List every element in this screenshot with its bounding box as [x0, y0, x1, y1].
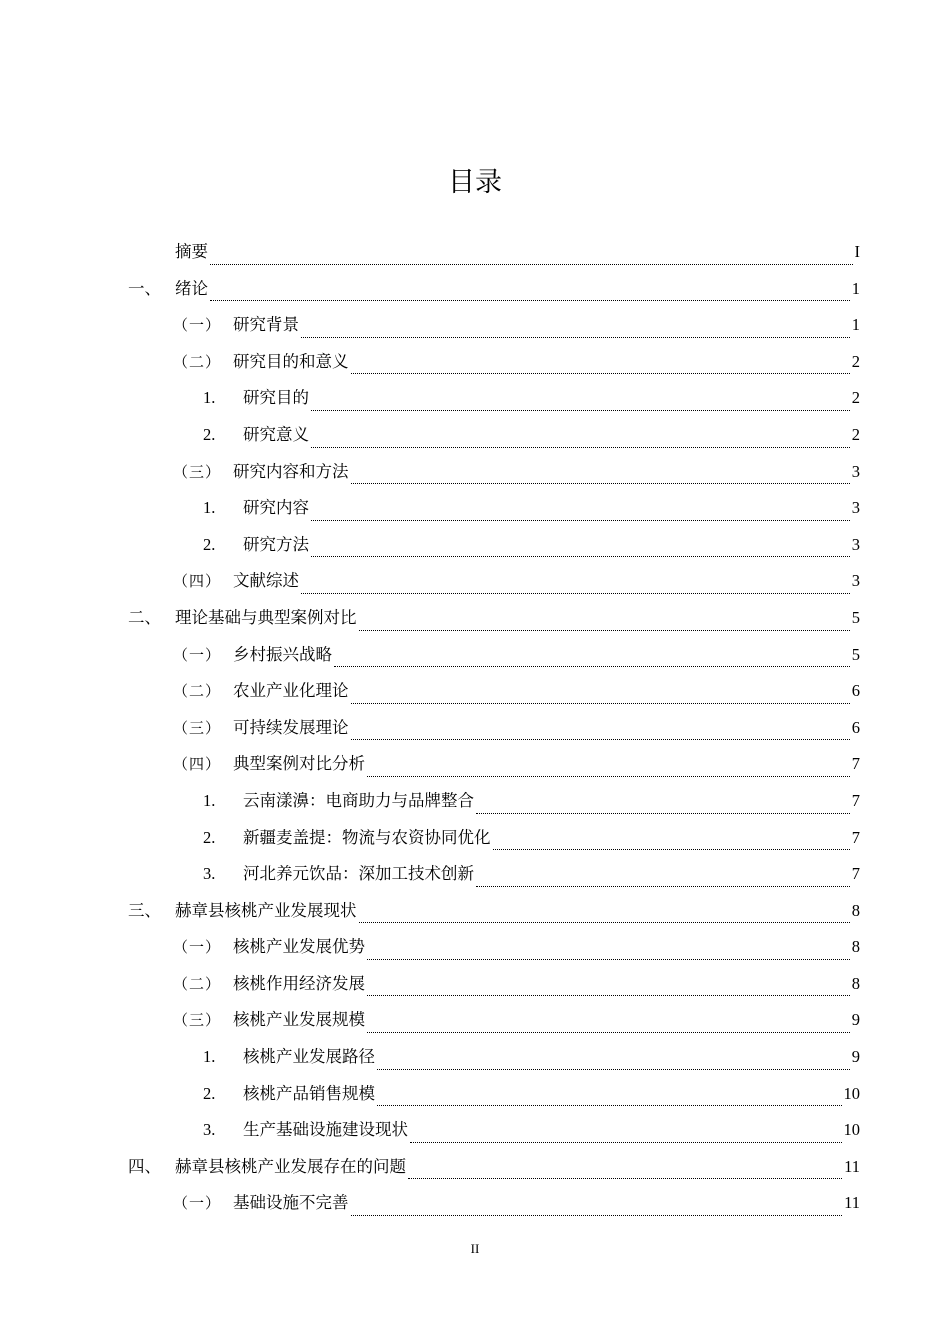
toc-entry[interactable] — [128, 238, 860, 275]
toc-entry-number: （二） — [173, 976, 222, 993]
toc-entry-number: 2. — [203, 827, 216, 847]
toc-entry-label: 文献综述 — [233, 571, 299, 591]
toc-entry-number: 1. — [203, 388, 216, 408]
toc-dot-leader — [410, 1141, 842, 1143]
toc-entry[interactable] — [128, 1080, 860, 1117]
toc-entry-number: 1. — [203, 498, 216, 518]
toc-entry-page: 9 — [851, 1047, 860, 1067]
toc-entry[interactable] — [128, 787, 860, 824]
toc-entry-number: （二） — [173, 684, 222, 701]
toc-entry-label: 赫章县核桃产业发展现状 — [175, 900, 357, 920]
toc-dot-leader — [359, 921, 850, 923]
toc-entry-label: 核桃产业发展优势 — [233, 937, 365, 957]
toc-dot-leader — [351, 738, 850, 740]
toc-dot-leader — [367, 994, 850, 996]
toc-entry[interactable] — [128, 1043, 860, 1080]
toc-dot-leader — [351, 482, 850, 484]
toc-entry-page: 1 — [851, 315, 860, 335]
page-title: 目录 — [448, 167, 502, 198]
toc-entry[interactable] — [128, 348, 860, 385]
toc-entry[interactable] — [128, 677, 860, 714]
toc-entry-number: 四、 — [128, 1156, 161, 1176]
toc-entry-label: 可持续发展理论 — [233, 717, 349, 737]
toc-entry-label: 研究内容 — [243, 498, 309, 518]
toc-entry-number: （三） — [173, 1013, 222, 1030]
toc-entry-number: （四） — [173, 574, 222, 591]
toc-entry-number: 1. — [203, 790, 216, 810]
toc-entry-label: 乡村振兴战略 — [233, 644, 332, 664]
toc-entry-page: 11 — [844, 1193, 860, 1213]
toc-entry-label: 云南漾濞：电商助力与品牌整合 — [243, 790, 474, 810]
toc-dot-leader — [493, 848, 850, 850]
toc-entry[interactable] — [128, 421, 860, 458]
toc-dot-leader — [351, 1214, 843, 1216]
toc-entry-page: 8 — [851, 973, 860, 993]
toc-entry[interactable] — [128, 1116, 860, 1153]
toc-entry[interactable] — [128, 970, 860, 1007]
toc-entry-number: （一） — [173, 940, 222, 957]
toc-dot-leader — [351, 702, 850, 704]
toc-entry-page: 6 — [851, 681, 860, 701]
toc-dot-leader — [476, 885, 850, 887]
toc-entry-number: 2. — [203, 534, 216, 554]
toc-entry-page: 3 — [851, 498, 860, 518]
toc-entry[interactable] — [128, 604, 860, 641]
toc-entry-number: （三） — [173, 720, 222, 737]
toc-entry-label: 生产基础设施建设现状 — [243, 1120, 408, 1140]
toc-entry-number: 三、 — [128, 900, 161, 920]
toc-entry[interactable] — [128, 1006, 860, 1043]
toc-entry-label: 研究目的 — [243, 388, 309, 408]
toc-dot-leader — [377, 1068, 850, 1070]
toc-entry-page: 11 — [844, 1156, 860, 1176]
toc-entry-number: （一） — [173, 647, 222, 664]
toc-dot-leader — [367, 958, 850, 960]
toc-entry-label: 新疆麦盖提：物流与农资协同优化 — [243, 827, 491, 847]
toc-entry-number: （三） — [173, 464, 222, 481]
toc-entry-page: 7 — [851, 827, 860, 847]
toc-entry-label: 绪论 — [175, 278, 208, 298]
toc-entry[interactable] — [128, 531, 860, 568]
toc-entry-number: 2. — [203, 424, 216, 444]
toc-entry-number: 二、 — [128, 607, 161, 627]
toc-dot-leader — [210, 299, 850, 301]
toc-entry-page: 6 — [851, 717, 860, 737]
toc-entry-page: 10 — [843, 1083, 860, 1103]
toc-dot-leader — [408, 1177, 842, 1179]
toc-entry-label: 核桃产业发展规模 — [233, 1010, 365, 1030]
toc-entry-page: 10 — [843, 1120, 860, 1140]
toc-entry[interactable] — [128, 750, 860, 787]
toc-entry[interactable] — [128, 384, 860, 421]
toc-entry-page: 5 — [851, 607, 860, 627]
toc-entry-label: 研究目的和意义 — [233, 351, 349, 371]
toc-entry-number: （一） — [173, 1196, 222, 1213]
toc-entry-label: 研究背景 — [233, 315, 299, 335]
page-number-footer: II — [470, 1241, 480, 1256]
toc-entry-number: 3. — [203, 864, 216, 884]
toc-dot-leader — [476, 812, 850, 814]
toc-entry-label: 核桃作用经济发展 — [233, 973, 365, 993]
toc-dot-leader — [351, 372, 850, 374]
toc-entry-page: 5 — [851, 644, 860, 664]
toc-entry-label: 典型案例对比分析 — [233, 754, 365, 774]
toc-entry-number: （四） — [173, 757, 222, 774]
toc-dot-leader — [359, 629, 850, 631]
toc-entry-label: 摘要 — [175, 242, 208, 261]
toc-dot-leader — [367, 775, 850, 777]
toc-entry-label: 基础设施不完善 — [233, 1193, 349, 1213]
toc-entry-label: 研究内容和方法 — [233, 461, 349, 481]
toc-entry[interactable] — [128, 897, 860, 934]
toc-entry-label: 研究意义 — [243, 424, 309, 444]
toc-dot-leader — [301, 336, 850, 338]
toc-entry[interactable] — [128, 860, 860, 897]
toc-entry-label: 核桃产业发展路径 — [243, 1047, 375, 1067]
table-of-contents — [128, 238, 860, 1226]
toc-entry-label: 农业产业化理论 — [233, 681, 349, 701]
toc-dot-leader — [377, 1104, 842, 1106]
toc-entry-page: 7 — [851, 754, 860, 774]
toc-entry-page: 3 — [851, 534, 860, 554]
toc-dot-leader — [301, 592, 850, 594]
toc-entry-number: 1. — [203, 1047, 216, 1067]
toc-entry-label: 河北养元饮品：深加工技术创新 — [243, 864, 474, 884]
toc-entry-page: 7 — [851, 790, 860, 810]
toc-entry-page: 8 — [851, 937, 860, 957]
toc-entry[interactable] — [128, 275, 860, 312]
toc-entry-page: 1 — [851, 278, 860, 298]
toc-entry[interactable] — [128, 1189, 860, 1226]
toc-entry[interactable] — [128, 311, 860, 348]
toc-entry[interactable] — [128, 824, 860, 861]
toc-dot-leader — [210, 263, 853, 265]
toc-dot-leader — [334, 665, 850, 667]
toc-dot-leader — [311, 555, 850, 557]
toc-entry[interactable] — [128, 714, 860, 751]
toc-entry[interactable] — [128, 567, 860, 604]
toc-entry[interactable] — [128, 494, 860, 531]
toc-entry-page: I — [854, 242, 860, 261]
toc-dot-leader — [311, 519, 850, 521]
toc-entry-label: 赫章县核桃产业发展存在的问题 — [175, 1156, 406, 1176]
toc-entry-label: 理论基础与典型案例对比 — [175, 607, 357, 627]
toc-entry[interactable] — [128, 458, 860, 495]
toc-entry-label: 核桃产品销售规模 — [243, 1083, 375, 1103]
toc-entry-page: 3 — [851, 571, 860, 591]
toc-entry-number: （一） — [173, 318, 222, 335]
toc-entry-page: 3 — [851, 461, 860, 481]
toc-dot-leader — [311, 409, 850, 411]
toc-entry-page: 8 — [851, 900, 860, 920]
toc-dot-leader — [367, 1031, 850, 1033]
toc-entry-page: 2 — [851, 388, 860, 408]
toc-entry-number: 一、 — [128, 278, 161, 298]
toc-entry[interactable] — [128, 933, 860, 970]
toc-entry-number: 3. — [203, 1120, 216, 1140]
toc-dot-leader — [311, 446, 850, 448]
toc-entry-number: （二） — [173, 354, 222, 371]
toc-entry[interactable] — [128, 1153, 860, 1190]
toc-entry-number: 2. — [203, 1083, 216, 1103]
toc-entry-page: 2 — [851, 351, 860, 371]
toc-entry-label: 研究方法 — [243, 534, 309, 554]
toc-entry-page: 7 — [851, 864, 860, 884]
toc-entry-page: 9 — [851, 1010, 860, 1030]
toc-entry-page: 2 — [851, 424, 860, 444]
toc-entry[interactable] — [128, 641, 860, 678]
